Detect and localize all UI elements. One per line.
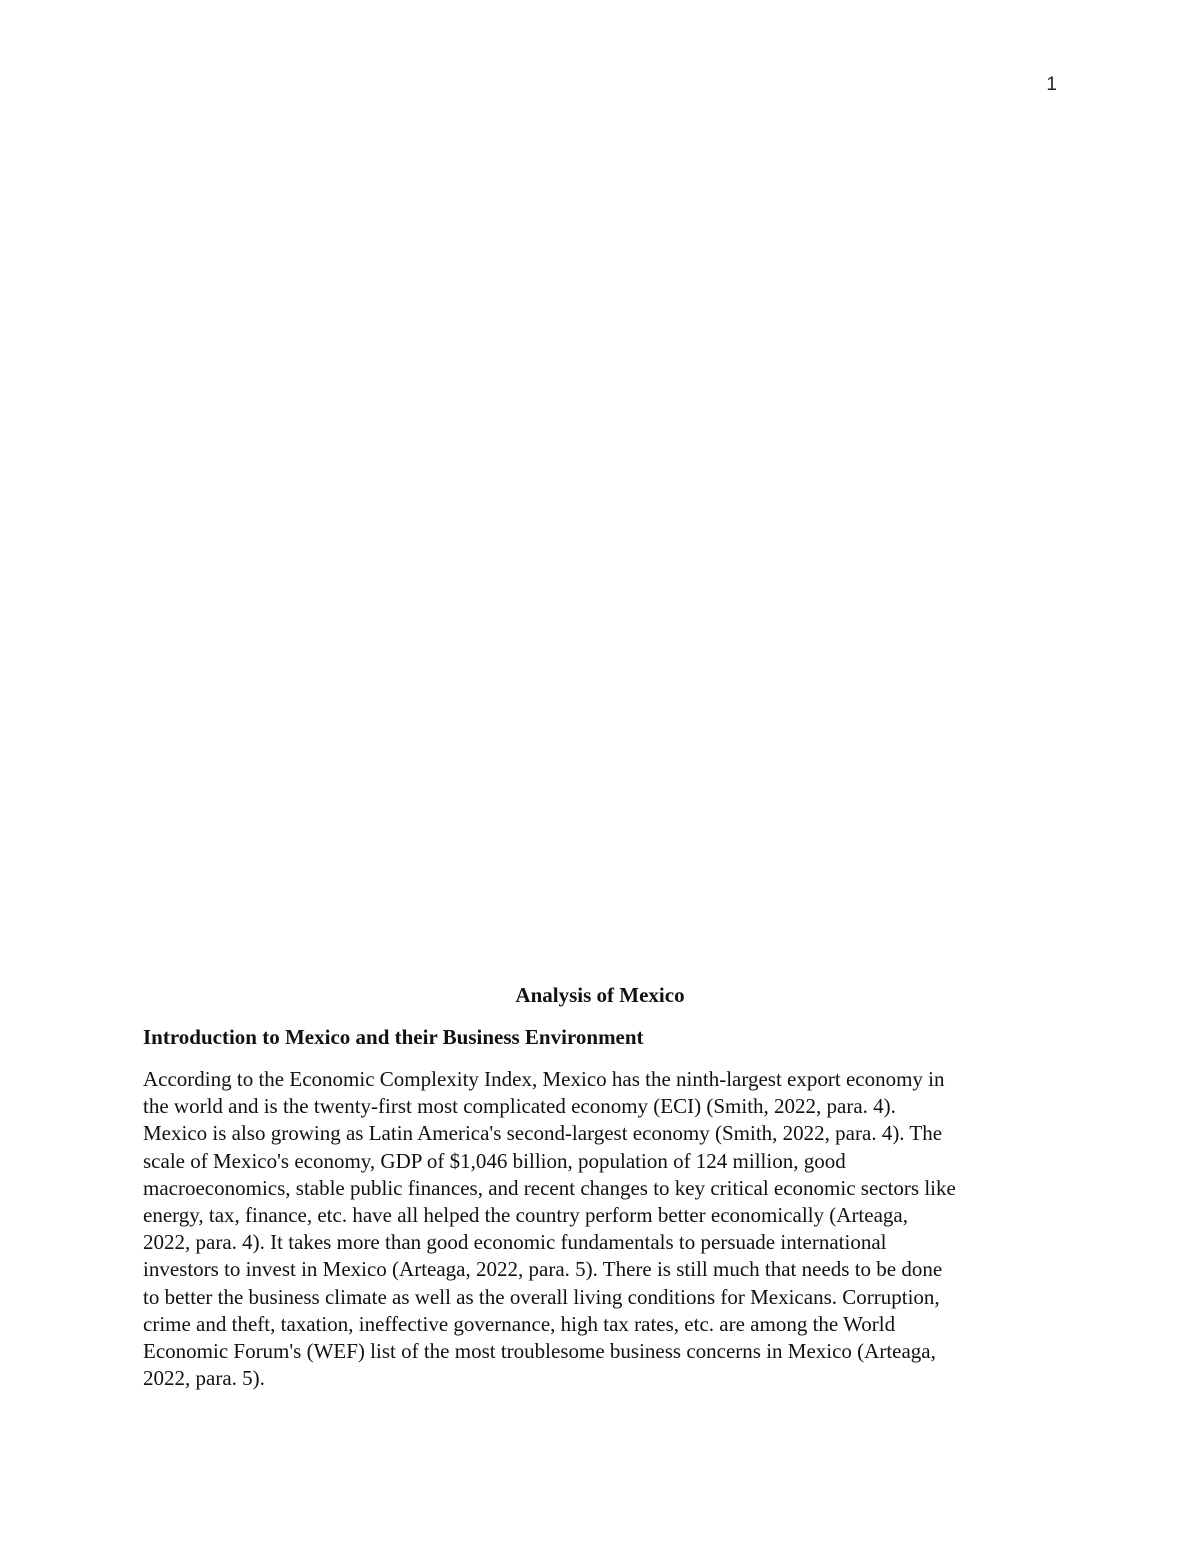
paragraph-line: Mexico is also growing as Latin America's second-largest economy (Smith, 2022, para. 4). The (143, 1121, 943, 1146)
document-title: Analysis of Mexico (515, 983, 685, 1007)
paragraph-line: scale of Mexico's economy, GDP of $1,046 billion, population of 124 million, good (143, 1148, 846, 1173)
paragraph-line: 2022, para. 5). (143, 1366, 265, 1391)
paragraph-line: crime and theft, taxation, ineffective governance, high tax rates, etc. are among the World (143, 1311, 896, 1336)
paragraph-line: Economic Forum's (WEF) list of the most troublesome business concerns in Mexico (Arteaga, (143, 1339, 936, 1364)
paragraph-line: energy, tax, finance, etc. have all helped the country perform better economically (Arteaga, (143, 1203, 908, 1228)
body-paragraph (143, 1066, 1063, 1392)
paragraph-line: the world and is the twenty-first most complicated economy (ECI) (Smith, 2022, para. 4). (143, 1094, 896, 1119)
page-number: 1 (1046, 74, 1057, 95)
paragraph-line: investors to invest in Mexico (Arteaga, 2022, para. 5). There is still much that needs to be done (143, 1257, 943, 1282)
paragraph-line: to better the business climate as well as the overall living conditions for Mexicans. Corruption, (143, 1284, 940, 1309)
paragraph-line: macroeconomics, stable public finances, and recent changes to key critical economic sectors like (143, 1175, 956, 1200)
paragraph-line: According to the Economic Complexity Index, Mexico has the ninth-largest export economy in (143, 1067, 945, 1091)
paragraph-line: 2022, para. 4). It takes more than good economic fundamentals to persuade international (143, 1230, 887, 1255)
section-heading: Introduction to Mexico and their Business Environment (143, 1025, 644, 1049)
